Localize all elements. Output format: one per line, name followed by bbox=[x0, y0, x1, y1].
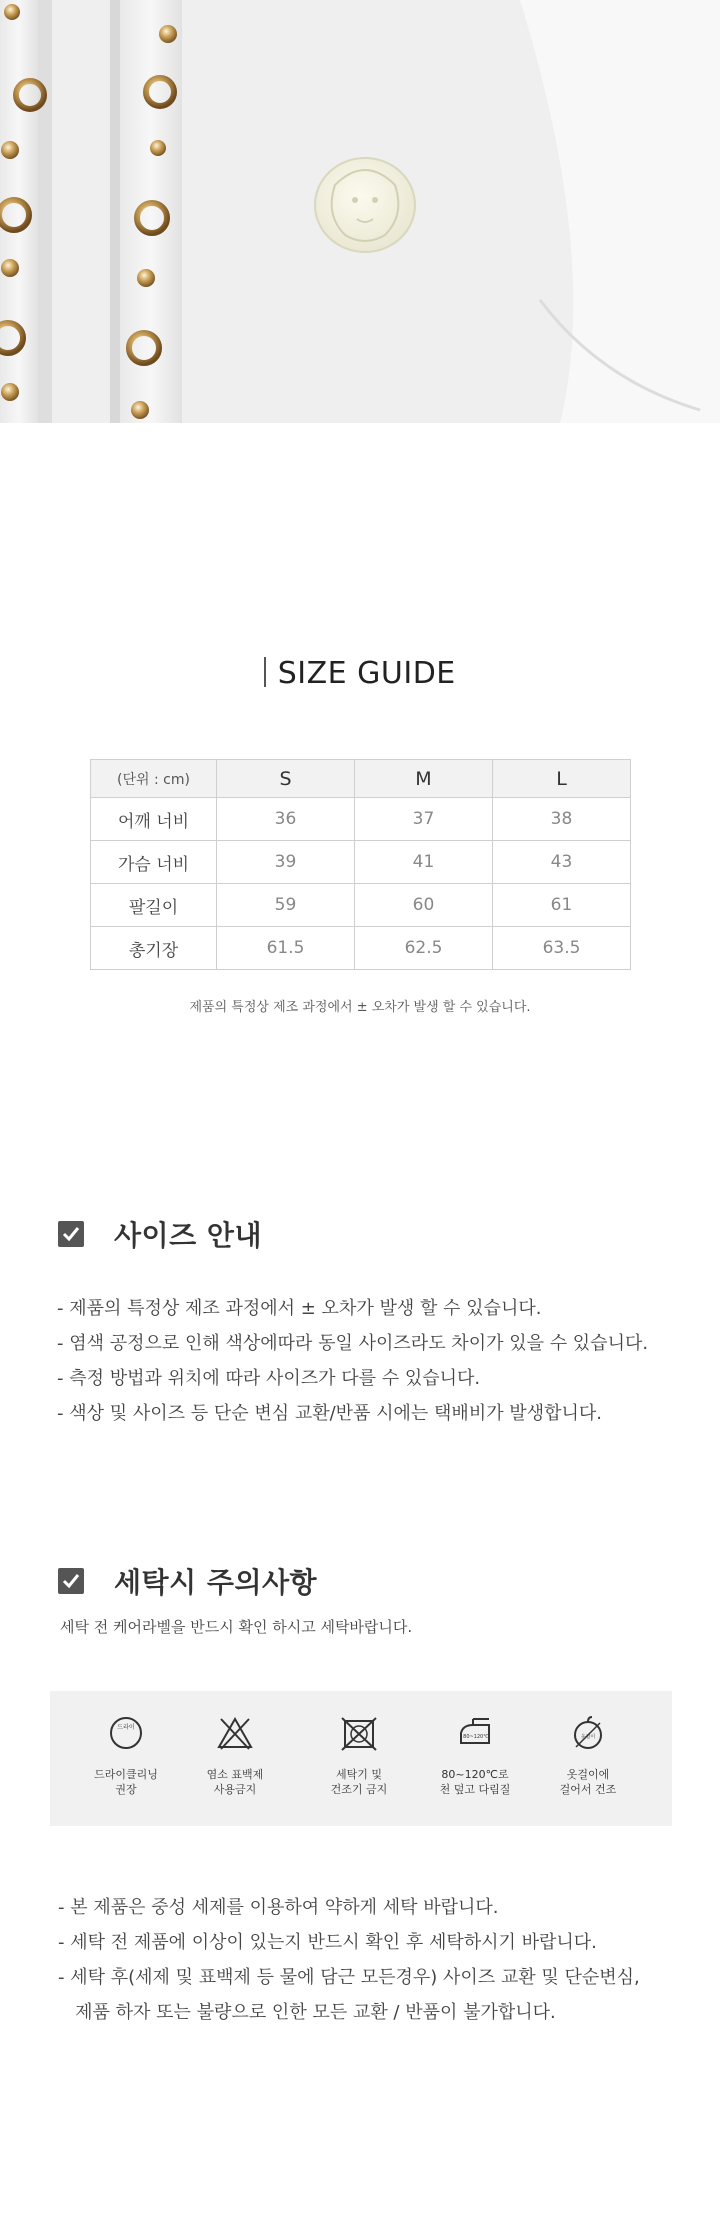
row-label: 어깨 너비 bbox=[91, 798, 217, 841]
care-item-no-bleach bbox=[180, 1713, 290, 1797]
dry-clean-icon bbox=[106, 1713, 146, 1753]
hang-dry-icon bbox=[568, 1713, 608, 1753]
washing-heading bbox=[58, 1563, 317, 1599]
care-item-hang-dry bbox=[533, 1713, 643, 1797]
iron-icon-text: 80~120℃ bbox=[463, 1734, 489, 1740]
table-cell: 62.5 bbox=[355, 927, 493, 970]
table-cell: 37 bbox=[355, 798, 493, 841]
table-row bbox=[91, 884, 631, 927]
table-cell: 61.5 bbox=[217, 927, 355, 970]
size-info-title: 사이즈 안내 bbox=[114, 1219, 262, 1252]
list-item: - 세탁 후(세제 및 표백제 등 물에 담근 모든경우) 사이즈 교환 및 단순변심, bbox=[58, 1967, 640, 1988]
table-row bbox=[91, 927, 631, 970]
size-guide-note: 제품의 특정상 제조 과정에서 ± 오차가 발생 할 수 있습니다. bbox=[189, 1000, 531, 1015]
size-guide-title bbox=[0, 656, 720, 691]
size-info-list bbox=[57, 1291, 648, 1431]
list-item: - 제품의 특정상 제조 과정에서 ± 오차가 발생 할 수 있습니다. bbox=[57, 1298, 542, 1319]
table-cell: 38 bbox=[493, 798, 631, 841]
care-item-dry-clean bbox=[71, 1713, 181, 1797]
size-table bbox=[90, 759, 631, 970]
care-label: 80~120℃로 천 덮고 다림질 bbox=[439, 1768, 511, 1796]
list-item: - 세탁 전 제품에 이상이 있는지 반드시 확인 후 세탁하시기 바랍니다. bbox=[58, 1932, 597, 1953]
size-info-heading bbox=[58, 1216, 262, 1252]
table-cell: 60 bbox=[355, 884, 493, 927]
care-item-iron bbox=[420, 1713, 530, 1797]
iron-icon bbox=[455, 1713, 495, 1753]
table-row bbox=[91, 798, 631, 841]
checkbox-icon bbox=[58, 1221, 84, 1247]
size-header-l: L bbox=[493, 760, 631, 798]
list-item: - 본 제품은 중성 세제를 이용하여 약하게 세탁 바랍니다. bbox=[58, 1897, 499, 1918]
no-machine-wash-icon bbox=[339, 1713, 379, 1753]
unit-label: (단위 : cm) bbox=[91, 760, 217, 798]
care-label: 옷걸이에 걸어서 건조 bbox=[559, 1768, 617, 1796]
garment-closeup-image bbox=[0, 0, 720, 423]
row-label: 가슴 너비 bbox=[91, 841, 217, 884]
care-label-box bbox=[50, 1691, 672, 1826]
table-cell: 63.5 bbox=[493, 927, 631, 970]
table-cell: 43 bbox=[493, 841, 631, 884]
table-cell: 41 bbox=[355, 841, 493, 884]
dry-clean-icon-text: 드라이 bbox=[117, 1724, 135, 1731]
washing-subtitle: 세탁 전 케어라벨을 반드시 확인 하시고 세탁바랍니다. bbox=[60, 1618, 413, 1636]
size-header-m: M bbox=[355, 760, 493, 798]
care-label: 세탁기 및 건조기 금지 bbox=[330, 1768, 388, 1796]
care-label: 드라이클리닝 권장 bbox=[94, 1768, 158, 1796]
size-guide-title-text: SIZE GUIDE bbox=[277, 656, 456, 691]
hang-dry-icon-text: 옷걸이 bbox=[580, 1734, 596, 1740]
row-label: 총기장 bbox=[91, 927, 217, 970]
size-table-header-row bbox=[91, 760, 631, 798]
list-item: 제품 하자 또는 불량으로 인한 모든 교환 / 반품이 불가합니다. bbox=[58, 2002, 556, 2023]
washing-title: 세탁시 주의사항 bbox=[114, 1566, 318, 1599]
row-label: 팔길이 bbox=[91, 884, 217, 927]
care-item-no-machine bbox=[304, 1713, 414, 1797]
checkbox-icon bbox=[58, 1568, 84, 1594]
table-cell: 59 bbox=[217, 884, 355, 927]
table-cell: 39 bbox=[217, 841, 355, 884]
no-bleach-icon bbox=[215, 1713, 255, 1753]
washing-list bbox=[58, 1890, 640, 2030]
list-item: - 측정 방법과 위치에 따라 사이즈가 다를 수 있습니다. bbox=[57, 1368, 481, 1389]
list-item: - 색상 및 사이즈 등 단순 변심 교환/반품 시에는 택배비가 발생합니다. bbox=[57, 1403, 602, 1424]
product-detail-photo bbox=[0, 0, 720, 423]
table-cell: 61 bbox=[493, 884, 631, 927]
table-row bbox=[91, 841, 631, 884]
list-item: - 염색 공정으로 인해 색상에따라 동일 사이즈라도 차이가 있을 수 있습니다. bbox=[57, 1333, 649, 1354]
title-divider bbox=[264, 657, 266, 687]
size-header-s: S bbox=[217, 760, 355, 798]
care-label: 염소 표백제 사용금지 bbox=[206, 1768, 264, 1796]
table-cell: 36 bbox=[217, 798, 355, 841]
